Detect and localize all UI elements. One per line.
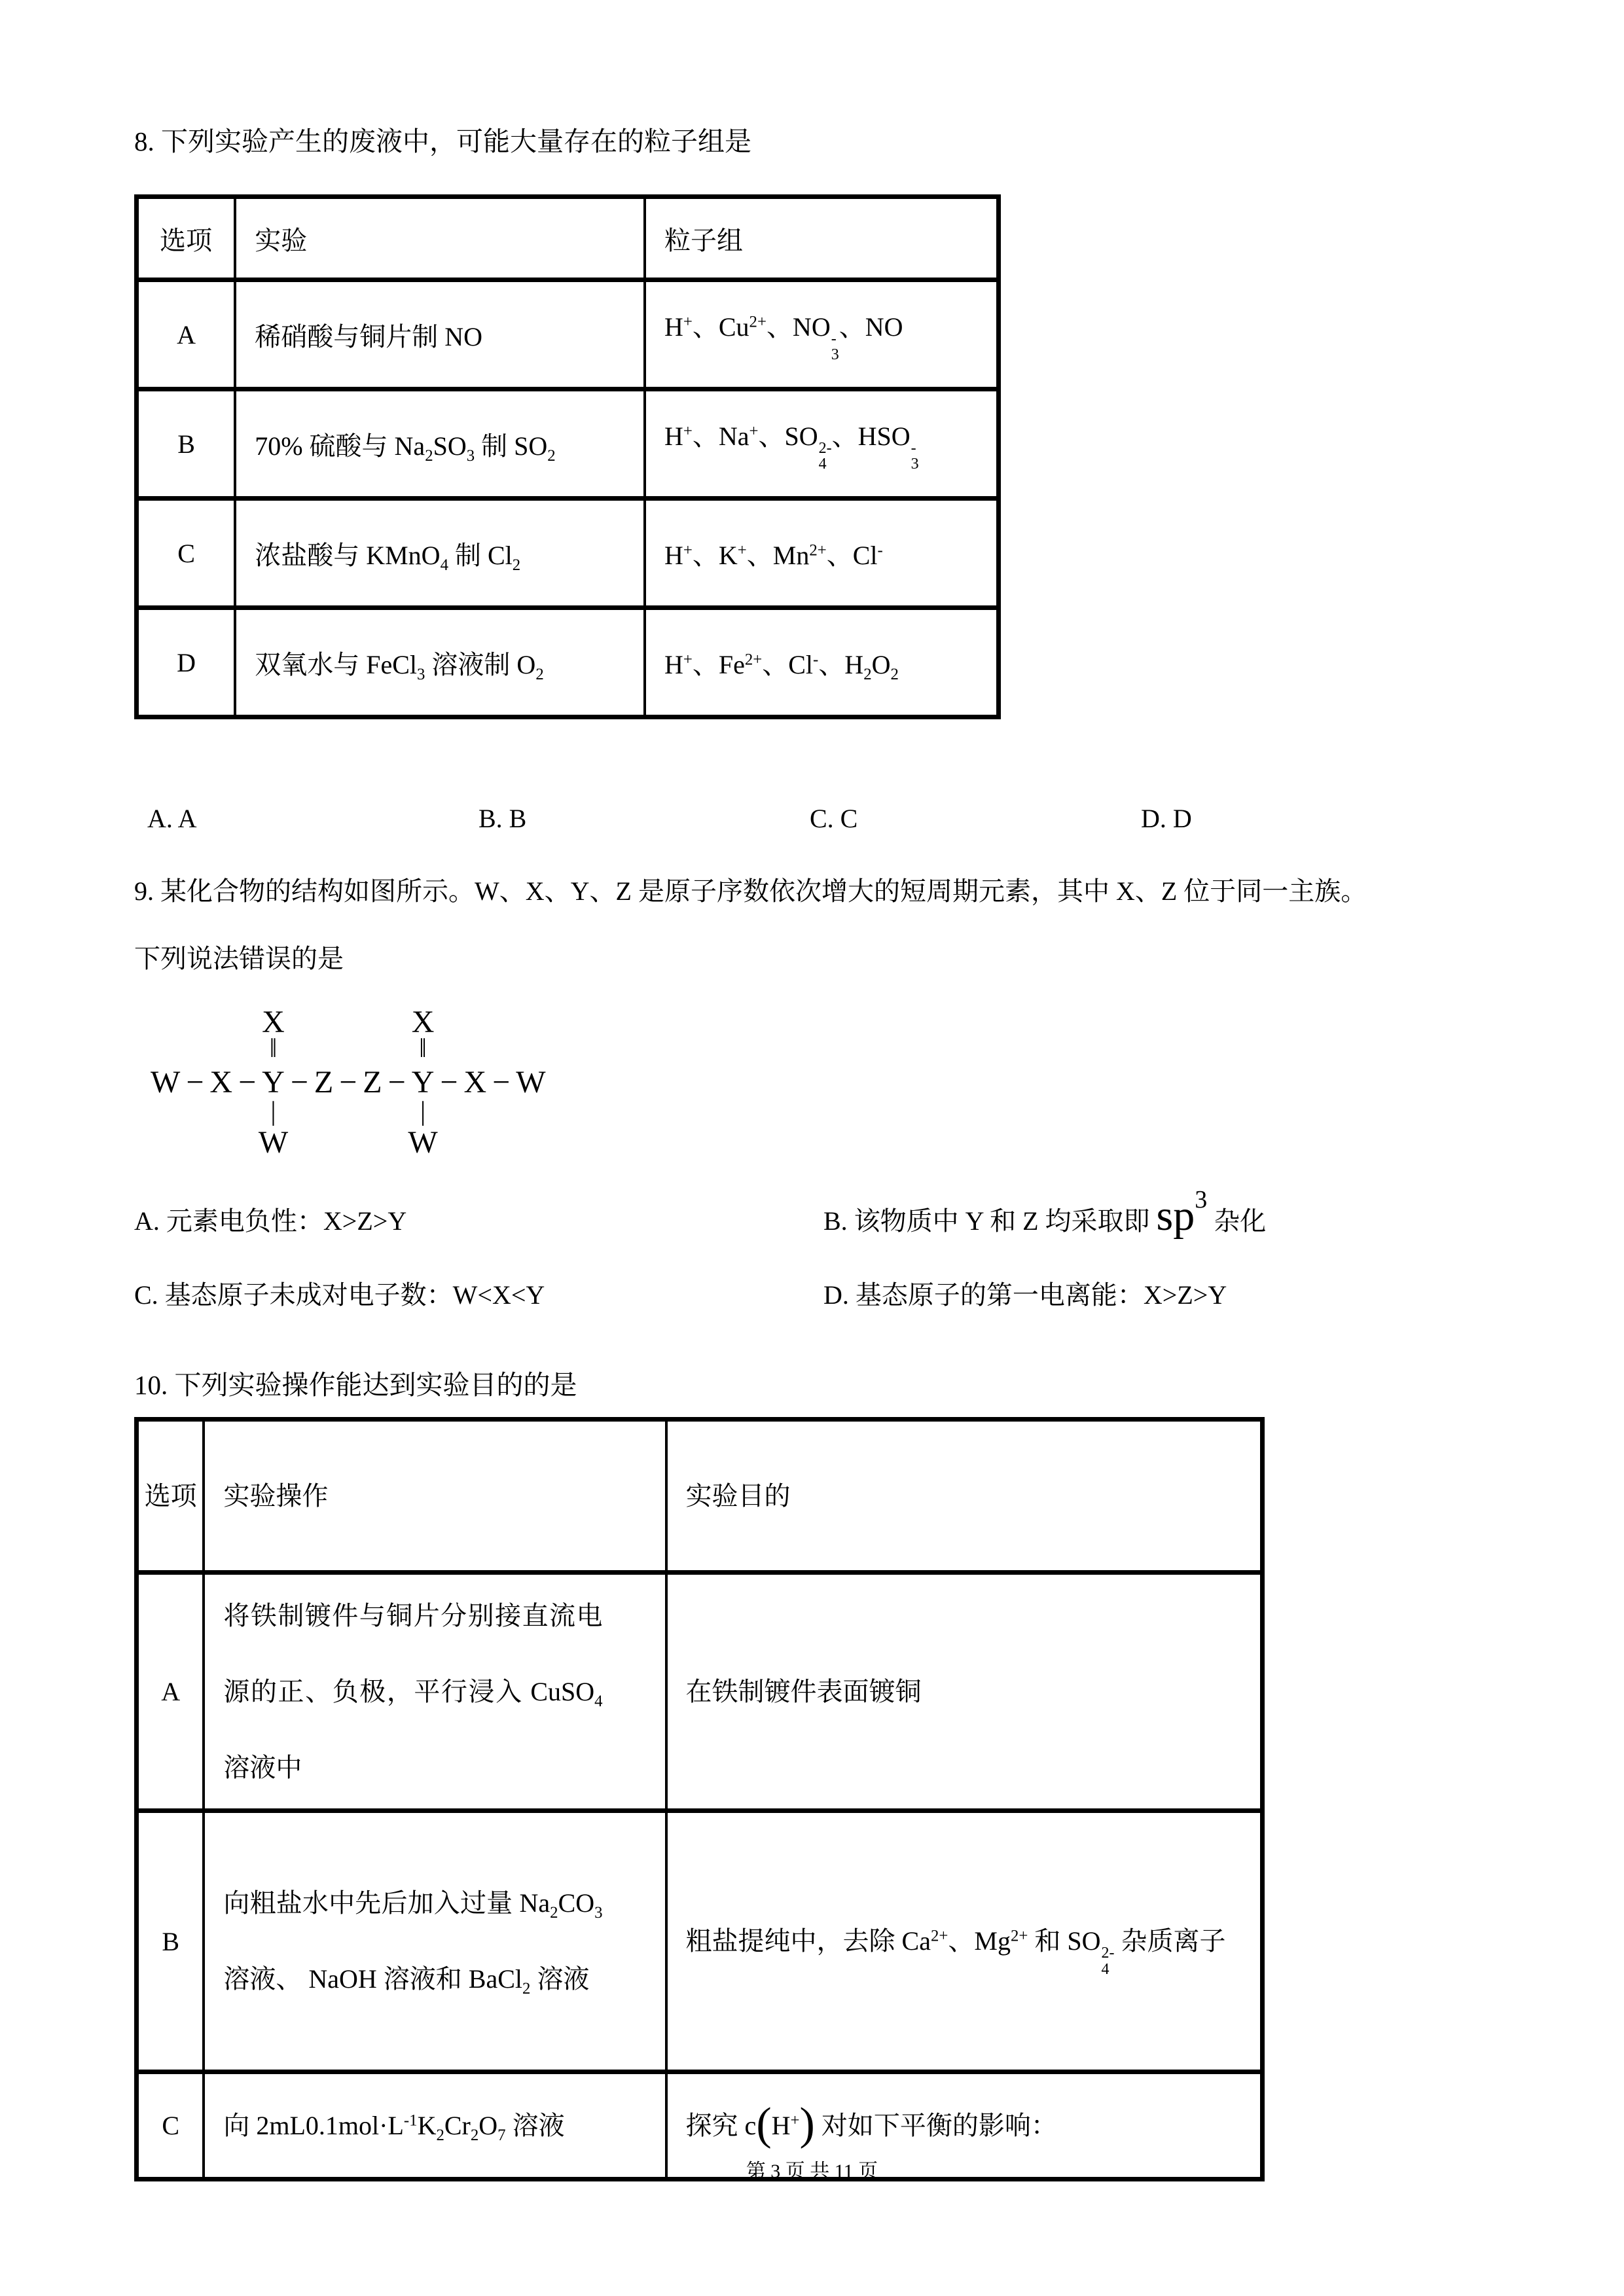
q8-header-option: 选项 (137, 197, 236, 280)
q8-table (134, 194, 1001, 719)
q10-table-header-row (137, 1420, 1263, 1573)
q8-table-row-b (137, 389, 999, 499)
chain-atom: X (463, 1064, 487, 1100)
single-bond-atom: W (408, 1124, 438, 1160)
chain-atom: Y (262, 1064, 285, 1100)
page-footer: 第 3 页 共 11 页 (746, 2161, 878, 2182)
q8-answer-choices-row (134, 803, 1519, 834)
q8-answer-c: C. C (810, 804, 858, 834)
row-operation: 向粗盐水中先后加入过量 $Na_2CO_3$ 溶液、 NaOH 溶液和 BaCl$_2$ 溶液 (204, 1811, 666, 2072)
row-purpose: 粗盐提纯中，去除 $Ca^{2+}$、$Mg^{2+}$ 和 SO 2- 4 杂质离子 (666, 1811, 1263, 2072)
double-bond-icon: ‖ (269, 1033, 278, 1063)
chain-atom: W (151, 1064, 181, 1100)
q10-table (134, 1417, 1265, 2181)
structure-chain (151, 1004, 546, 1160)
question-9-text-line2: 下列说法错误的是 (134, 944, 344, 974)
chain-atom: Z (314, 1064, 334, 1100)
row-ion-group: H+、$Fe^{2+}$、Cl-、$H_2O_2$ (645, 608, 999, 717)
chain-atom: Z (363, 1064, 382, 1100)
q8-answer-b: B. B (478, 804, 527, 834)
row-ion-group: H+、Na+、SO 2- 4 、HSO - 3 (645, 389, 999, 499)
q9-option-c: C. 基态原子未成对电子数：W<X<Y (134, 1280, 545, 1310)
row-operation: 向 $2mL0.1mol\cdot L^{-1}K_2Cr_2O_7$ 溶液 (204, 2072, 666, 2179)
y-atom-group (408, 1004, 438, 1160)
chain-bond: − (290, 1064, 308, 1100)
q9-option-d: D. 基态原子的第一电离能：X>Z>Y (823, 1280, 1227, 1310)
single-bond-icon: | (420, 1096, 426, 1126)
sp-hybridization-symbol: sp (1156, 1192, 1195, 1240)
q8-table-header-row (137, 197, 999, 280)
q8-table-row-d (137, 608, 999, 717)
row-option-label: A (137, 280, 236, 389)
q8-header-experiment: 实验 (235, 197, 645, 280)
q10-header-operation: 实验操作 (204, 1420, 666, 1573)
q9-option-b (823, 1186, 1267, 1240)
chain-bond: − (440, 1064, 458, 1100)
q9-options-row-2 (134, 1274, 1519, 1312)
row-option-label: B (137, 389, 236, 499)
question-9-text-line1: 9. 某化合物的结构如图所示。W、X、Y、Z 是原子序数依次增大的短周期元素，其中 X、Z 位于同一主族。 (134, 876, 1367, 906)
single-bond-atom: W (258, 1124, 289, 1160)
row-operation: 将铁制镀件与铜片分别接直流电源的正、负极，平行浸入 CuSO$_4$ 溶液中 (204, 1573, 666, 1811)
double-bond-atom: X (411, 1004, 435, 1039)
chain-bond: − (492, 1064, 511, 1100)
row-option-label: D (137, 608, 236, 717)
q9-option-a: A. 元素电负性：X>Z>Y (134, 1206, 407, 1236)
q10-table-row-a (137, 1573, 1263, 1811)
q10-table-row-b (137, 1811, 1263, 2072)
q8-answer-d: D. D (1141, 804, 1192, 834)
single-bond-icon: | (270, 1096, 276, 1126)
double-bond-atom: X (262, 1004, 285, 1039)
q8-answer-a: A. A (147, 804, 197, 834)
chain-bond: − (186, 1064, 204, 1100)
row-experiment: 70% 硫酸与 $Na_2SO_3$ 制 $SO_2$ (235, 389, 645, 499)
row-ion-group: H+、K+、$Mn^{2+}$、Cl- (645, 499, 999, 608)
q10-header-option: 选项 (137, 1420, 204, 1573)
q8-table-row-c (137, 499, 999, 608)
q8-table-row-a (137, 280, 999, 389)
chain-bond: − (388, 1064, 406, 1100)
row-experiment: 双氧水与 FeCl$_3$ 溶液制 $O_2$ (235, 608, 645, 717)
sp-hybridization-exponent: 3 (1195, 1186, 1208, 1214)
q8-header-ion-group: 粒子组 (645, 197, 999, 280)
y-atom-group (258, 1004, 289, 1160)
q10-header-purpose: 实验目的 (666, 1420, 1263, 1573)
q9-option-b-suffix: 杂化 (1207, 1206, 1267, 1236)
row-option-label: B (137, 1811, 204, 2072)
row-experiment: 浓盐酸与 KMnO$_4$ 制 $Cl_2$ (235, 499, 645, 608)
chain-bond: − (238, 1064, 257, 1100)
q9-options-row-1 (134, 1186, 1519, 1240)
row-experiment: 稀硝酸与铜片制 NO (235, 280, 645, 389)
row-option-label: A (137, 1573, 204, 1811)
chain-atom: Y (411, 1064, 435, 1100)
chain-atom: W (516, 1064, 546, 1100)
structure-diagram (134, 1000, 1519, 1164)
row-option-label: C (137, 499, 236, 608)
chain-bond: − (339, 1064, 357, 1100)
row-purpose: 探究 c(H+) 对如下平衡的影响： (666, 2072, 1263, 2179)
question-10-title: 10. 下列实验操作能达到实验目的的是 (134, 1370, 577, 1401)
row-option-label: C (137, 2072, 204, 2179)
question-8-title: 8. 下列实验产生的废液中，可能大量存在的粒子组是 (134, 126, 751, 156)
q9-option-b-text: B. 该物质中 Y 和 Z 均采取即 (823, 1206, 1157, 1236)
row-purpose: 在铁制镀件表面镀铜 (666, 1573, 1263, 1811)
double-bond-icon: ‖ (419, 1033, 427, 1063)
chain-atom: X (209, 1064, 233, 1100)
row-ion-group: H+、$Cu^{2+}$、NO - 3 、NO (645, 280, 999, 389)
